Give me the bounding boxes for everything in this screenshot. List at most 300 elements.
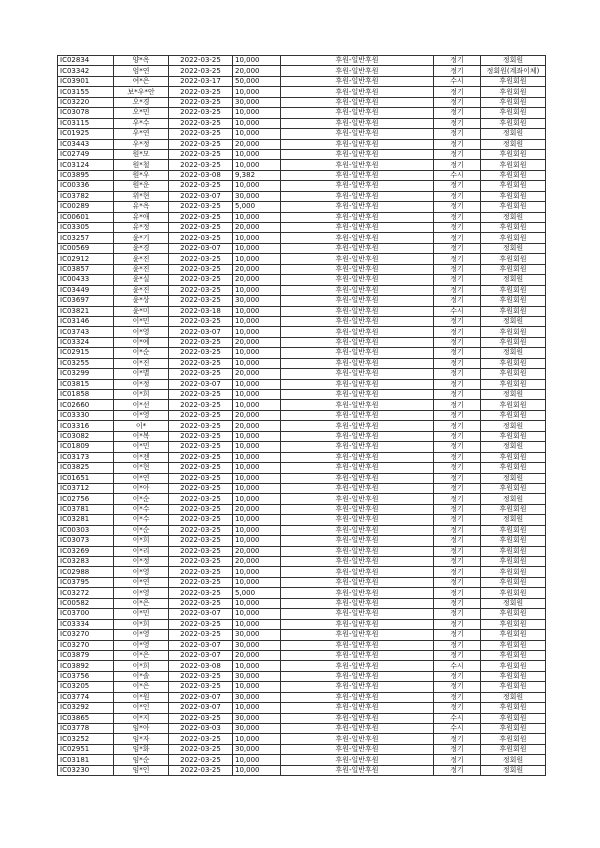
donation-type-cell: 후원-일반후원 <box>281 546 434 556</box>
donation-date-cell: 2022-03-25 <box>169 619 233 629</box>
donor-name-cell: 위*현 <box>114 191 169 201</box>
donation-period-cell: 정기 <box>434 223 481 233</box>
donor-name-cell: 원*철 <box>114 160 169 170</box>
donation-type-cell: 후원-일반후원 <box>281 567 434 577</box>
donation-type-cell: 후원-일반후원 <box>281 682 434 692</box>
donation-date-cell: 2022-03-25 <box>169 118 233 128</box>
table-row <box>58 390 546 400</box>
donor-name-cell: 이*민 <box>114 316 169 326</box>
donor-name-cell: 우*수 <box>114 118 169 128</box>
member-type-cell: 후원회원 <box>481 504 546 514</box>
donor-id-cell: IC02951 <box>58 744 114 754</box>
donation-date-cell: 2022-03-25 <box>169 410 233 420</box>
donation-date-cell: 2022-03-25 <box>169 202 233 212</box>
donation-amount-cell: 20,000 <box>233 264 281 274</box>
donor-id-cell: IC03230 <box>58 765 114 775</box>
donor-name-cell: 이*원 <box>114 692 169 702</box>
donation-period-cell: 정기 <box>434 473 481 483</box>
member-type-cell: 후원회원 <box>481 410 546 420</box>
donation-type-cell: 후원-일반후원 <box>281 379 434 389</box>
table-row <box>58 296 546 306</box>
member-type-cell: 정회원 <box>481 442 546 452</box>
donation-amount-cell: 10,000 <box>233 160 281 170</box>
donation-type-cell: 후원-일반후원 <box>281 557 434 567</box>
donation-date-cell: 2022-03-07 <box>169 650 233 660</box>
table-row <box>58 536 546 546</box>
member-type-cell: 정회원(계좌이체) <box>481 66 546 76</box>
donor-id-cell: IC03305 <box>58 223 114 233</box>
donation-type-cell: 후원-일반후원 <box>281 233 434 243</box>
member-type-cell: 정회원 <box>481 765 546 775</box>
member-type-cell: 후원회원 <box>481 744 546 754</box>
table-row <box>58 724 546 734</box>
donation-date-cell: 2022-03-25 <box>169 452 233 462</box>
donor-name-cell: 이*순 <box>114 348 169 358</box>
donor-name-cell: 이*수 <box>114 515 169 525</box>
donation-type-cell: 후원-일반후원 <box>281 337 434 347</box>
donor-id-cell: IC03283 <box>58 557 114 567</box>
donation-date-cell: 2022-03-07 <box>169 243 233 253</box>
donation-date-cell: 2022-03-25 <box>169 588 233 598</box>
donation-type-cell: 후원-일반후원 <box>281 76 434 86</box>
donation-period-cell: 정기 <box>434 87 481 97</box>
donation-date-cell: 2022-03-25 <box>169 87 233 97</box>
donation-period-cell: 정기 <box>434 515 481 525</box>
donation-amount-cell: 20,000 <box>233 546 281 556</box>
donor-name-cell: 우*정 <box>114 139 169 149</box>
table-row <box>58 734 546 744</box>
table-row <box>58 650 546 660</box>
member-type-cell: 후원회원 <box>481 734 546 744</box>
donation-date-cell: 2022-03-25 <box>169 149 233 159</box>
donation-type-cell: 후원-일반후원 <box>281 181 434 191</box>
member-type-cell: 후원회원 <box>481 567 546 577</box>
table-row <box>58 682 546 692</box>
donation-type-cell: 후원-일반후원 <box>281 473 434 483</box>
donor-name-cell: 이*희 <box>114 619 169 629</box>
table-row <box>58 671 546 681</box>
donation-amount-cell: 10,000 <box>233 515 281 525</box>
donor-name-cell: 임*순 <box>114 755 169 765</box>
donation-period-cell: 정기 <box>434 765 481 775</box>
donation-date-cell: 2022-03-25 <box>169 463 233 473</box>
donation-date-cell: 2022-03-25 <box>169 577 233 587</box>
donation-period-cell: 정기 <box>434 296 481 306</box>
donor-id-cell: IC03292 <box>58 703 114 713</box>
donation-period-cell: 수시 <box>434 724 481 734</box>
donor-id-cell: IC03815 <box>58 379 114 389</box>
member-type-cell: 후원회원 <box>481 703 546 713</box>
table-row <box>58 118 546 128</box>
donation-date-cell: 2022-03-07 <box>169 640 233 650</box>
member-type-cell: 후원회원 <box>481 546 546 556</box>
donation-date-cell: 2022-03-25 <box>169 296 233 306</box>
member-type-cell: 후원회원 <box>481 588 546 598</box>
donation-amount-cell: 30,000 <box>233 724 281 734</box>
donor-id-cell: IC03255 <box>58 358 114 368</box>
member-type-cell: 후원회원 <box>481 661 546 671</box>
donor-id-cell: IC02915 <box>58 348 114 358</box>
donor-id-cell: IC01858 <box>58 390 114 400</box>
member-type-cell: 후원회원 <box>481 609 546 619</box>
member-type-cell: 후원회원 <box>481 463 546 473</box>
table-row <box>58 348 546 358</box>
donation-date-cell: 2022-03-07 <box>169 609 233 619</box>
member-type-cell: 후원회원 <box>481 724 546 734</box>
member-type-cell: 정회원 <box>481 243 546 253</box>
table-row <box>58 149 546 159</box>
member-type-cell: 후원회원 <box>481 170 546 180</box>
donor-id-cell: IC03073 <box>58 536 114 546</box>
donation-amount-cell: 10,000 <box>233 483 281 493</box>
table-row <box>58 223 546 233</box>
donation-period-cell: 정기 <box>434 452 481 462</box>
donation-period-cell: 정기 <box>434 369 481 379</box>
donation-period-cell: 수시 <box>434 713 481 723</box>
donation-date-cell: 2022-03-25 <box>169 390 233 400</box>
member-type-cell: 후원회원 <box>481 557 546 567</box>
table-row <box>58 129 546 139</box>
donor-id-cell: IC00582 <box>58 598 114 608</box>
donation-period-cell: 정기 <box>434 671 481 681</box>
donation-amount-cell: 10,000 <box>233 682 281 692</box>
donation-amount-cell: 10,000 <box>233 285 281 295</box>
donation-period-cell: 정기 <box>434 327 481 337</box>
member-type-cell: 후원회원 <box>481 327 546 337</box>
donation-amount-cell: 30,000 <box>233 744 281 754</box>
donation-type-cell: 후원-일반후원 <box>281 452 434 462</box>
donor-id-cell: IC03330 <box>58 410 114 420</box>
table-row <box>58 619 546 629</box>
member-type-cell: 정회원 <box>481 139 546 149</box>
donation-date-cell: 2022-03-25 <box>169 129 233 139</box>
donor-id-cell: IC03205 <box>58 682 114 692</box>
donation-type-cell: 후원-일반후원 <box>281 191 434 201</box>
member-type-cell: 정회원 <box>481 129 546 139</box>
donation-date-cell: 2022-03-25 <box>169 160 233 170</box>
member-type-cell: 정회원 <box>481 275 546 285</box>
donor-id-cell: IC03270 <box>58 640 114 650</box>
donation-date-cell: 2022-03-17 <box>169 76 233 86</box>
donor-name-cell: 유*정 <box>114 223 169 233</box>
donation-amount-cell: 10,000 <box>233 129 281 139</box>
donation-period-cell: 정기 <box>434 557 481 567</box>
donation-amount-cell: 20,000 <box>233 337 281 347</box>
donor-id-cell: IC03299 <box>58 369 114 379</box>
donation-period-cell: 수시 <box>434 170 481 180</box>
donation-type-cell: 후원-일반후원 <box>281 285 434 295</box>
table-row <box>58 66 546 76</box>
table-row <box>58 598 546 608</box>
donation-type-cell: 후원-일반후원 <box>281 703 434 713</box>
donation-period-cell: 정기 <box>434 264 481 274</box>
donation-date-cell: 2022-03-25 <box>169 515 233 525</box>
donation-type-cell: 후원-일반후원 <box>281 316 434 326</box>
table-row <box>58 337 546 347</box>
table-row <box>58 76 546 86</box>
table-row <box>58 577 546 587</box>
donation-type-cell: 후원-일반후원 <box>281 724 434 734</box>
member-type-cell: 후원회원 <box>481 233 546 243</box>
donation-amount-cell: 10,000 <box>233 149 281 159</box>
table-row <box>58 285 546 295</box>
donation-period-cell: 정기 <box>434 577 481 587</box>
member-type-cell: 정회원 <box>481 316 546 326</box>
donor-name-cell: 이*선 <box>114 400 169 410</box>
donation-date-cell: 2022-03-25 <box>169 358 233 368</box>
donation-amount-cell: 30,000 <box>233 713 281 723</box>
donation-date-cell: 2022-03-25 <box>169 337 233 347</box>
donation-type-cell: 후원-일반후원 <box>281 661 434 671</box>
donor-id-cell: IC03857 <box>58 264 114 274</box>
donation-amount-cell: 10,000 <box>233 87 281 97</box>
donor-name-cell: 양*옥 <box>114 56 169 66</box>
donor-id-cell: IC03252 <box>58 734 114 744</box>
member-type-cell: 후원회원 <box>481 254 546 264</box>
donation-date-cell: 2022-03-25 <box>169 264 233 274</box>
table-row <box>58 379 546 389</box>
donation-period-cell: 정기 <box>434 285 481 295</box>
donor-name-cell: 이*민 <box>114 442 169 452</box>
donation-period-cell: 정기 <box>434 734 481 744</box>
donation-date-cell: 2022-03-25 <box>169 546 233 556</box>
donor-id-cell: IC00601 <box>58 212 114 222</box>
donor-name-cell: 이*진 <box>114 358 169 368</box>
donation-period-cell: 정기 <box>434 421 481 431</box>
donation-period-cell: 정기 <box>434 692 481 702</box>
donation-amount-cell: 10,000 <box>233 327 281 337</box>
donation-date-cell: 2022-03-25 <box>169 348 233 358</box>
donation-type-cell: 후원-일반후원 <box>281 296 434 306</box>
donor-name-cell: 이*리 <box>114 546 169 556</box>
member-type-cell: 정회원 <box>481 473 546 483</box>
donor-name-cell: 엄*연 <box>114 66 169 76</box>
donor-name-cell: 윤*진 <box>114 285 169 295</box>
donation-amount-cell: 10,000 <box>233 442 281 452</box>
donor-id-cell: IC00569 <box>58 243 114 253</box>
donation-amount-cell: 30,000 <box>233 97 281 107</box>
donation-date-cell: 2022-03-25 <box>169 504 233 514</box>
donation-date-cell: 2022-03-25 <box>169 755 233 765</box>
table-row <box>58 400 546 410</box>
donation-amount-cell: 10,000 <box>233 755 281 765</box>
donation-type-cell: 후원-일반후원 <box>281 640 434 650</box>
donor-name-cell: 이*은 <box>114 682 169 692</box>
donation-date-cell: 2022-03-25 <box>169 567 233 577</box>
donation-date-cell: 2022-03-25 <box>169 431 233 441</box>
donor-name-cell: 원*우 <box>114 170 169 180</box>
donor-name-cell: 여*은 <box>114 76 169 86</box>
member-type-cell: 후원회원 <box>481 97 546 107</box>
donation-date-cell: 2022-03-07 <box>169 327 233 337</box>
donation-period-cell: 정기 <box>434 108 481 118</box>
donor-name-cell: 이*영 <box>114 327 169 337</box>
donation-date-cell: 2022-03-25 <box>169 421 233 431</box>
donation-amount-cell: 20,000 <box>233 421 281 431</box>
donation-type-cell: 후원-일반후원 <box>281 212 434 222</box>
donor-name-cell: 우*연 <box>114 129 169 139</box>
donation-period-cell: 정기 <box>434 97 481 107</box>
donation-period-cell: 정기 <box>434 400 481 410</box>
donation-amount-cell: 20,000 <box>233 410 281 420</box>
donation-amount-cell: 30,000 <box>233 191 281 201</box>
member-type-cell: 후원회원 <box>481 108 546 118</box>
table-row <box>58 744 546 754</box>
donation-amount-cell: 10,000 <box>233 577 281 587</box>
donor-name-cell: 오*경 <box>114 97 169 107</box>
donation-type-cell: 후원-일반후원 <box>281 734 434 744</box>
donation-type-cell: 후원-일반후원 <box>281 744 434 754</box>
table-row <box>58 640 546 650</box>
member-type-cell: 후원회원 <box>481 181 546 191</box>
donor-id-cell: IC03865 <box>58 713 114 723</box>
donation-date-cell: 2022-03-25 <box>169 233 233 243</box>
donation-period-cell: 정기 <box>434 191 481 201</box>
donation-period-cell: 정기 <box>434 139 481 149</box>
donation-type-cell: 후원-일반후원 <box>281 275 434 285</box>
donor-name-cell: 이*영 <box>114 567 169 577</box>
donation-type-cell: 후원-일반후원 <box>281 66 434 76</box>
donor-name-cell: 임*인 <box>114 765 169 775</box>
donation-period-cell: 정기 <box>434 650 481 660</box>
donation-type-cell: 후원-일반후원 <box>281 525 434 535</box>
donor-id-cell: IC03778 <box>58 724 114 734</box>
table-row <box>58 97 546 107</box>
table-row <box>58 463 546 473</box>
donor-name-cell: 이*아 <box>114 483 169 493</box>
donor-name-cell: 이*희 <box>114 390 169 400</box>
donor-id-cell: IC03879 <box>58 650 114 660</box>
donation-type-cell: 후원-일반후원 <box>281 442 434 452</box>
donation-date-cell: 2022-03-07 <box>169 692 233 702</box>
member-type-cell: 후원회원 <box>481 337 546 347</box>
donation-type-cell: 후원-일반후원 <box>281 358 434 368</box>
table-row <box>58 170 546 180</box>
member-type-cell: 후원회원 <box>481 223 546 233</box>
table-row <box>58 358 546 368</box>
donation-period-cell: 정기 <box>434 202 481 212</box>
donation-amount-cell: 10,000 <box>233 379 281 389</box>
donor-name-cell: 이*희 <box>114 536 169 546</box>
donor-name-cell: 이*복 <box>114 431 169 441</box>
donation-period-cell: 정기 <box>434 337 481 347</box>
donation-table-body <box>58 56 546 776</box>
donation-type-cell: 후원-일반후원 <box>281 421 434 431</box>
table-row <box>58 233 546 243</box>
donation-amount-cell: 10,000 <box>233 619 281 629</box>
donor-name-cell: 이*영 <box>114 588 169 598</box>
donor-name-cell: 이*순 <box>114 494 169 504</box>
donor-id-cell: IC03342 <box>58 66 114 76</box>
table-row <box>58 546 546 556</box>
table-row <box>58 630 546 640</box>
member-type-cell: 정회원 <box>481 494 546 504</box>
donor-name-cell: 이*별 <box>114 369 169 379</box>
donation-amount-cell: 10,000 <box>233 306 281 316</box>
donation-amount-cell: 30,000 <box>233 671 281 681</box>
donation-period-cell: 정기 <box>434 755 481 765</box>
donor-id-cell: IC00433 <box>58 275 114 285</box>
member-type-cell: 후원회원 <box>481 369 546 379</box>
table-row <box>58 442 546 452</box>
member-type-cell: 정회원 <box>481 692 546 702</box>
donor-name-cell: 윤*미 <box>114 306 169 316</box>
table-row <box>58 557 546 567</box>
donation-period-cell: 정기 <box>434 212 481 222</box>
donation-period-cell: 정기 <box>434 431 481 441</box>
donor-id-cell: IC03269 <box>58 546 114 556</box>
donation-type-cell: 후원-일반후원 <box>281 118 434 128</box>
donation-period-cell: 수시 <box>434 661 481 671</box>
donation-date-cell: 2022-03-25 <box>169 97 233 107</box>
donor-name-cell: 윤*기 <box>114 233 169 243</box>
donation-amount-cell: 10,000 <box>233 254 281 264</box>
table-row <box>58 504 546 514</box>
donation-amount-cell: 10,000 <box>233 212 281 222</box>
donor-id-cell: IC02756 <box>58 494 114 504</box>
member-type-cell: 정회원 <box>481 212 546 222</box>
donor-name-cell: 이*희 <box>114 661 169 671</box>
member-type-cell: 후원회원 <box>481 452 546 462</box>
table-row <box>58 139 546 149</box>
donor-id-cell: IC03334 <box>58 619 114 629</box>
donation-amount-cell: 10,000 <box>233 463 281 473</box>
donor-id-cell: IC03756 <box>58 671 114 681</box>
donation-amount-cell: 10,000 <box>233 316 281 326</box>
donor-name-cell: 이*영 <box>114 410 169 420</box>
donation-amount-cell: 10,000 <box>233 598 281 608</box>
member-type-cell: 후원회원 <box>481 118 546 128</box>
donation-amount-cell: 10,000 <box>233 108 281 118</box>
donation-date-cell: 2022-03-25 <box>169 285 233 295</box>
donor-id-cell: IC03782 <box>58 191 114 201</box>
donation-period-cell: 정기 <box>434 609 481 619</box>
donation-amount-cell: 10,000 <box>233 400 281 410</box>
table-row <box>58 316 546 326</box>
member-type-cell: 후원회원 <box>481 650 546 660</box>
donation-date-cell: 2022-03-25 <box>169 734 233 744</box>
donation-amount-cell: 10,000 <box>233 358 281 368</box>
table-row <box>58 275 546 285</box>
member-type-cell: 후원회원 <box>481 149 546 159</box>
donation-date-cell: 2022-03-25 <box>169 108 233 118</box>
donation-date-cell: 2022-03-25 <box>169 765 233 775</box>
donation-date-cell: 2022-03-25 <box>169 682 233 692</box>
donation-type-cell: 후원-일반후원 <box>281 129 434 139</box>
table-row <box>58 765 546 775</box>
donation-amount-cell: 9,382 <box>233 170 281 180</box>
donation-amount-cell: 30,000 <box>233 640 281 650</box>
donor-name-cell: 원*운 <box>114 181 169 191</box>
donor-id-cell: IC02988 <box>58 567 114 577</box>
donation-period-cell: 정기 <box>434 682 481 692</box>
donor-id-cell: IC03082 <box>58 431 114 441</box>
donor-id-cell: IC03146 <box>58 316 114 326</box>
donation-amount-cell: 20,000 <box>233 66 281 76</box>
donation-amount-cell: 10,000 <box>233 536 281 546</box>
donor-name-cell: 이*솔 <box>114 671 169 681</box>
donation-date-cell: 2022-03-07 <box>169 703 233 713</box>
donation-period-cell: 정기 <box>434 379 481 389</box>
donor-name-cell: 이* <box>114 421 169 431</box>
donation-date-cell: 2022-03-25 <box>169 275 233 285</box>
donation-amount-cell: 30,000 <box>233 692 281 702</box>
donation-period-cell: 정기 <box>434 66 481 76</box>
table-row <box>58 525 546 535</box>
donation-date-cell: 2022-03-25 <box>169 181 233 191</box>
donation-period-cell: 정기 <box>434 640 481 650</box>
donation-date-cell: 2022-03-08 <box>169 661 233 671</box>
